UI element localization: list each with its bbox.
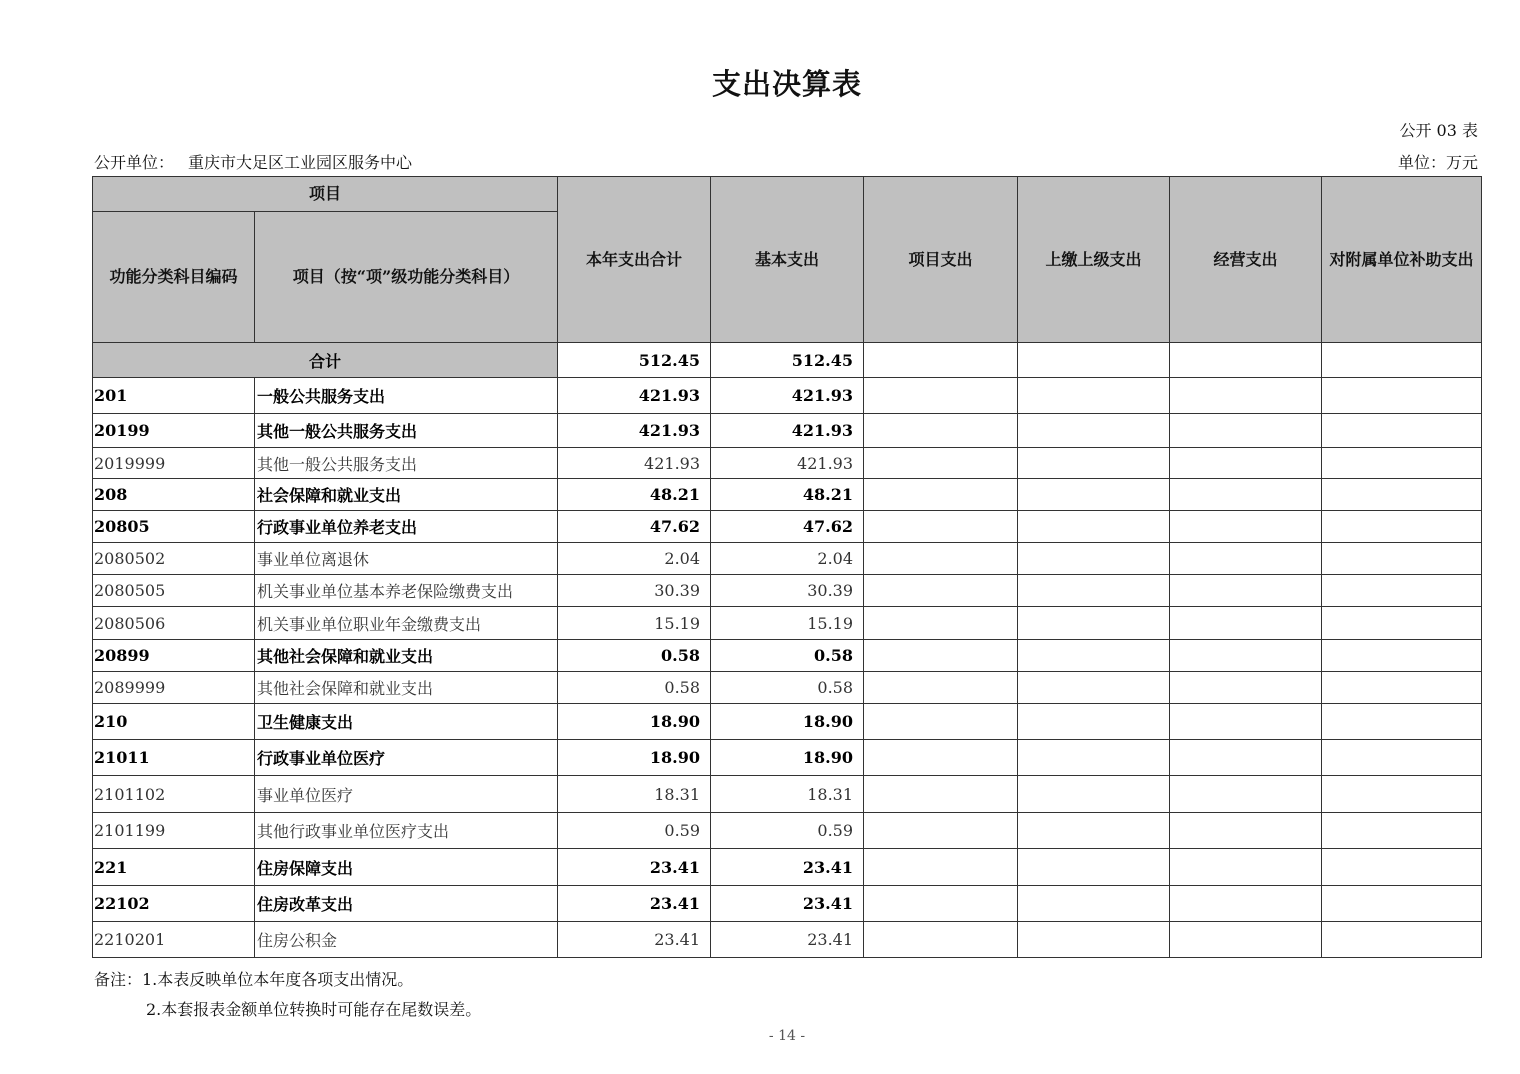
row-basic: 15.19 (711, 607, 864, 640)
row-name: 住房改革支出 (255, 886, 558, 922)
row-upper-payment (1018, 479, 1170, 511)
row-project-expenditure (864, 776, 1018, 813)
row-name: 行政事业单位医疗 (255, 740, 558, 776)
row-project-expenditure (864, 704, 1018, 740)
row-business (1170, 922, 1322, 958)
row-total: 18.90 (558, 740, 711, 776)
row-upper-payment (1018, 886, 1170, 922)
row-subsidy (1322, 479, 1482, 511)
row-upper-payment (1018, 607, 1170, 640)
row-code: 2101199 (93, 813, 255, 849)
table-row (93, 607, 1482, 640)
row-project-expenditure (864, 479, 1018, 511)
row-name: 行政事业单位养老支出 (255, 511, 558, 543)
row-total: 0.58 (558, 640, 711, 672)
page-number: - 14 - (768, 1028, 806, 1044)
row-project-expenditure (864, 448, 1018, 479)
table-row (93, 776, 1482, 813)
row-business (1170, 448, 1322, 479)
row-code: 2019999 (93, 448, 255, 479)
currency-unit: 单位：万元 (1397, 153, 1478, 172)
table-row (93, 640, 1482, 672)
row-project-expenditure (864, 543, 1018, 575)
row-business (1170, 886, 1322, 922)
row-upper-payment (1018, 672, 1170, 704)
row-code: 21011 (93, 740, 255, 776)
row-upper-payment (1018, 414, 1170, 448)
row-name: 机关事业单位职业年金缴费支出 (255, 607, 558, 640)
row-name: 卫生健康支出 (255, 704, 558, 740)
note-line-1: 备注：1.本表反映单位本年度各项支出情况。 (94, 970, 414, 989)
table-row (93, 543, 1482, 575)
row-basic: 48.21 (711, 479, 864, 511)
page-title: 支出决算表 (711, 67, 862, 101)
row-code: 2101102 (93, 776, 255, 813)
row-basic: 0.59 (711, 813, 864, 849)
row-subsidy (1322, 849, 1482, 886)
row-business (1170, 672, 1322, 704)
row-project-expenditure (864, 575, 1018, 607)
table-body (93, 343, 1482, 958)
row-basic: 0.58 (711, 672, 864, 704)
row-name: 其他行政事业单位医疗支出 (255, 813, 558, 849)
row-upper-payment (1018, 378, 1170, 414)
row-basic: 23.41 (711, 922, 864, 958)
row-total: 18.90 (558, 704, 711, 740)
row-name: 住房保障支出 (255, 849, 558, 886)
row-business (1170, 849, 1322, 886)
row-total: 48.21 (558, 479, 711, 511)
row-subsidy (1322, 922, 1482, 958)
table-row (93, 813, 1482, 849)
row-code: 221 (93, 849, 255, 886)
row-total: 30.39 (558, 575, 711, 607)
row-basic: 421.93 (711, 414, 864, 448)
row-project-expenditure (864, 922, 1018, 958)
row-code: 2080502 (93, 543, 255, 575)
row-subsidy (1322, 575, 1482, 607)
row-total: 15.19 (558, 607, 711, 640)
row-subsidy (1322, 414, 1482, 448)
header-project: 项目 (93, 177, 558, 212)
row-subsidy (1322, 886, 1482, 922)
row-total: 18.31 (558, 776, 711, 813)
table-row (93, 479, 1482, 511)
total-label: 合计 (93, 343, 558, 378)
header-name: 项目（按“项”级功能分类科目） (255, 212, 558, 343)
row-basic: 23.41 (711, 849, 864, 886)
table-row (93, 511, 1482, 543)
row-upper-payment (1018, 448, 1170, 479)
form-number: 公开 03 表 (1399, 121, 1478, 140)
row-code: 20199 (93, 414, 255, 448)
row-project-expenditure (864, 607, 1018, 640)
row-subsidy (1322, 640, 1482, 672)
row-basic: 2.04 (711, 543, 864, 575)
row-project-expenditure (864, 414, 1018, 448)
total-amount: 512.45 (558, 343, 711, 378)
table-header (93, 177, 1482, 343)
row-project-expenditure (864, 849, 1018, 886)
row-subsidy (1322, 704, 1482, 740)
row-code: 22102 (93, 886, 255, 922)
row-upper-payment (1018, 543, 1170, 575)
row-upper-payment (1018, 922, 1170, 958)
row-business (1170, 378, 1322, 414)
header-total: 本年支出合计 (558, 177, 711, 343)
row-total: 421.93 (558, 414, 711, 448)
row-subsidy (1322, 511, 1482, 543)
row-total: 23.41 (558, 922, 711, 958)
row-upper-payment (1018, 640, 1170, 672)
row-code: 208 (93, 479, 255, 511)
row-total: 23.41 (558, 849, 711, 886)
table-row (93, 922, 1482, 958)
row-total: 421.93 (558, 378, 711, 414)
row-business (1170, 575, 1322, 607)
reporting-unit-name: 重庆市大足区工业园区服务中心 (188, 153, 413, 172)
row-upper-payment (1018, 849, 1170, 886)
row-basic: 23.41 (711, 886, 864, 922)
row-basic: 421.93 (711, 378, 864, 414)
row-code: 2210201 (93, 922, 255, 958)
row-business (1170, 813, 1322, 849)
total-basic: 512.45 (711, 343, 864, 378)
row-name: 事业单位医疗 (255, 776, 558, 813)
row-code: 210 (93, 704, 255, 740)
row-name: 一般公共服务支出 (255, 378, 558, 414)
header-project-expenditure: 项目支出 (864, 177, 1018, 343)
row-name: 机关事业单位基本养老保险缴费支出 (255, 575, 558, 607)
row-basic: 18.90 (711, 704, 864, 740)
row-business (1170, 543, 1322, 575)
row-subsidy (1322, 448, 1482, 479)
row-upper-payment (1018, 511, 1170, 543)
row-business (1170, 511, 1322, 543)
row-upper-payment (1018, 813, 1170, 849)
header-subsidy: 对附属单位补助支出 (1322, 177, 1482, 343)
row-basic: 47.62 (711, 511, 864, 543)
row-code: 2089999 (93, 672, 255, 704)
row-project-expenditure (864, 886, 1018, 922)
row-name: 其他社会保障和就业支出 (255, 672, 558, 704)
row-project-expenditure (864, 813, 1018, 849)
total-row (93, 343, 1482, 378)
row-basic: 18.90 (711, 740, 864, 776)
row-business (1170, 704, 1322, 740)
row-name: 住房公积金 (255, 922, 558, 958)
header-basic: 基本支出 (711, 177, 864, 343)
row-basic: 18.31 (711, 776, 864, 813)
row-project-expenditure (864, 511, 1018, 543)
row-business (1170, 640, 1322, 672)
note-line-2: 2.本套报表金额单位转换时可能存在尾数误差。 (146, 1000, 482, 1019)
row-business (1170, 607, 1322, 640)
row-business (1170, 414, 1322, 448)
row-name: 其他社会保障和就业支出 (255, 640, 558, 672)
reporting-unit (94, 150, 412, 173)
row-total: 47.62 (558, 511, 711, 543)
row-project-expenditure (864, 378, 1018, 414)
row-project-expenditure (864, 740, 1018, 776)
table-row (93, 575, 1482, 607)
notes (94, 965, 481, 1025)
row-business (1170, 776, 1322, 813)
table-row (93, 672, 1482, 704)
row-basic: 0.58 (711, 640, 864, 672)
row-total: 23.41 (558, 886, 711, 922)
row-upper-payment (1018, 776, 1170, 813)
row-code: 2080506 (93, 607, 255, 640)
row-total: 0.59 (558, 813, 711, 849)
row-code: 20805 (93, 511, 255, 543)
expenditure-table (92, 176, 1482, 958)
row-subsidy (1322, 672, 1482, 704)
row-subsidy (1322, 776, 1482, 813)
row-upper-payment (1018, 704, 1170, 740)
row-subsidy (1322, 813, 1482, 849)
table-row (93, 448, 1482, 479)
row-name: 其他一般公共服务支出 (255, 414, 558, 448)
row-project-expenditure (864, 672, 1018, 704)
row-subsidy (1322, 740, 1482, 776)
row-subsidy (1322, 543, 1482, 575)
row-basic: 421.93 (711, 448, 864, 479)
row-basic: 30.39 (711, 575, 864, 607)
row-name: 事业单位离退休 (255, 543, 558, 575)
table-row (93, 704, 1482, 740)
row-total: 421.93 (558, 448, 711, 479)
header-code: 功能分类科目编码 (93, 212, 255, 343)
table-row (93, 414, 1482, 448)
row-name: 社会保障和就业支出 (255, 479, 558, 511)
row-upper-payment (1018, 740, 1170, 776)
header-upper-payment: 上缴上级支出 (1018, 177, 1170, 343)
row-upper-payment (1018, 575, 1170, 607)
row-business (1170, 740, 1322, 776)
header-business: 经营支出 (1170, 177, 1322, 343)
row-code: 20899 (93, 640, 255, 672)
row-code: 2080505 (93, 575, 255, 607)
row-subsidy (1322, 607, 1482, 640)
row-code: 201 (93, 378, 255, 414)
row-total: 0.58 (558, 672, 711, 704)
row-total: 2.04 (558, 543, 711, 575)
reporting-unit-label: 公开单位： (94, 153, 175, 172)
table-row (93, 378, 1482, 414)
table-row (93, 886, 1482, 922)
table-row (93, 740, 1482, 776)
table-row (93, 849, 1482, 886)
row-subsidy (1322, 378, 1482, 414)
row-business (1170, 479, 1322, 511)
row-project-expenditure (864, 640, 1018, 672)
row-name: 其他一般公共服务支出 (255, 448, 558, 479)
